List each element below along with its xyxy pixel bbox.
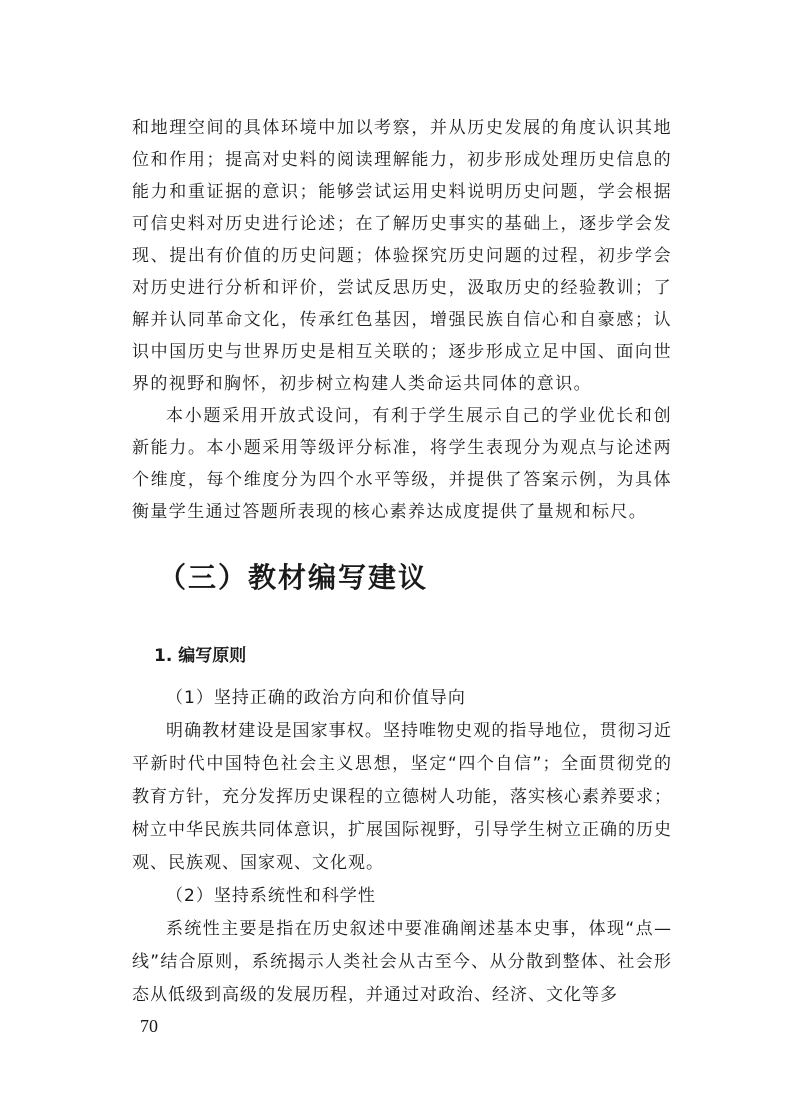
body-text-upper — [132, 112, 672, 528]
sub-heading: 1. 编写原则 — [154, 646, 247, 666]
item-2-title: （2）坚持系统性和科学性 — [166, 886, 376, 906]
item-2-paragraph: 系统性主要是指在历史叙述中要准确阐述基本史事，体现“点—线”结合原则，系统揭示人类社会从古至今、从分散到整体、社会形态从低级到高级的发展历程，并通过对政治、经济、文化等多 — [132, 919, 672, 1005]
section-heading: （三）教材编写建议 — [158, 561, 429, 594]
intro-paragraph: 和地理空间的具体环境中加以考察，并从历史发展的角度认识其地位和作用；提高对史料的阅读理解能力，初步形成处理历史信息的能力和重证据的意识；能够尝试运用史料说明历史问题，学会根据可信史料对历史进行论述；在了解历史事实的基础上，逐步学会发现、提出有价值的历史问题；体验探究历史问题的过程，初步学会对历史进行分析和评价，尝试反思历史，汲取历史的经验教训；了解并认同革命文化，传承红色基因，增强民族自信心和自豪感；认识中国历史与世界历史是相互关联的；逐步形成立足中国、面向世界的视野和胸怀，初步树立构建人类命运共同体的意识。 — [132, 118, 672, 394]
page-number: 70 — [140, 1016, 158, 1036]
body-text-lower — [132, 682, 672, 1012]
item-1-paragraph: 明确教材建设是国家事权。坚持唯物史观的指导地位，贯彻习近平新时代中国特色社会主义思想，坚定“四个自信”；全面贯彻党的教育方针，充分发挥历史课程的立德树人功能，落实核心素养要求；树立中华民族共同体意识，扩展国际视野，引导学生树立正确的历史观、民族观、国家观、文化观。 — [132, 721, 672, 873]
item-1-title: （1）坚持正确的政治方向和价值导向 — [166, 688, 466, 708]
design-paragraph: 本小题采用开放式设问，有利于学生展示自己的学业优长和创新能力。本小题采用等级评分标准，将学生表现分为观点与论述两个维度，每个维度分为四个水平等级，并提供了答案示例，为具体衡量学生通过答题所表现的核心素养达成度提供了量规和标尺。 — [132, 406, 672, 522]
